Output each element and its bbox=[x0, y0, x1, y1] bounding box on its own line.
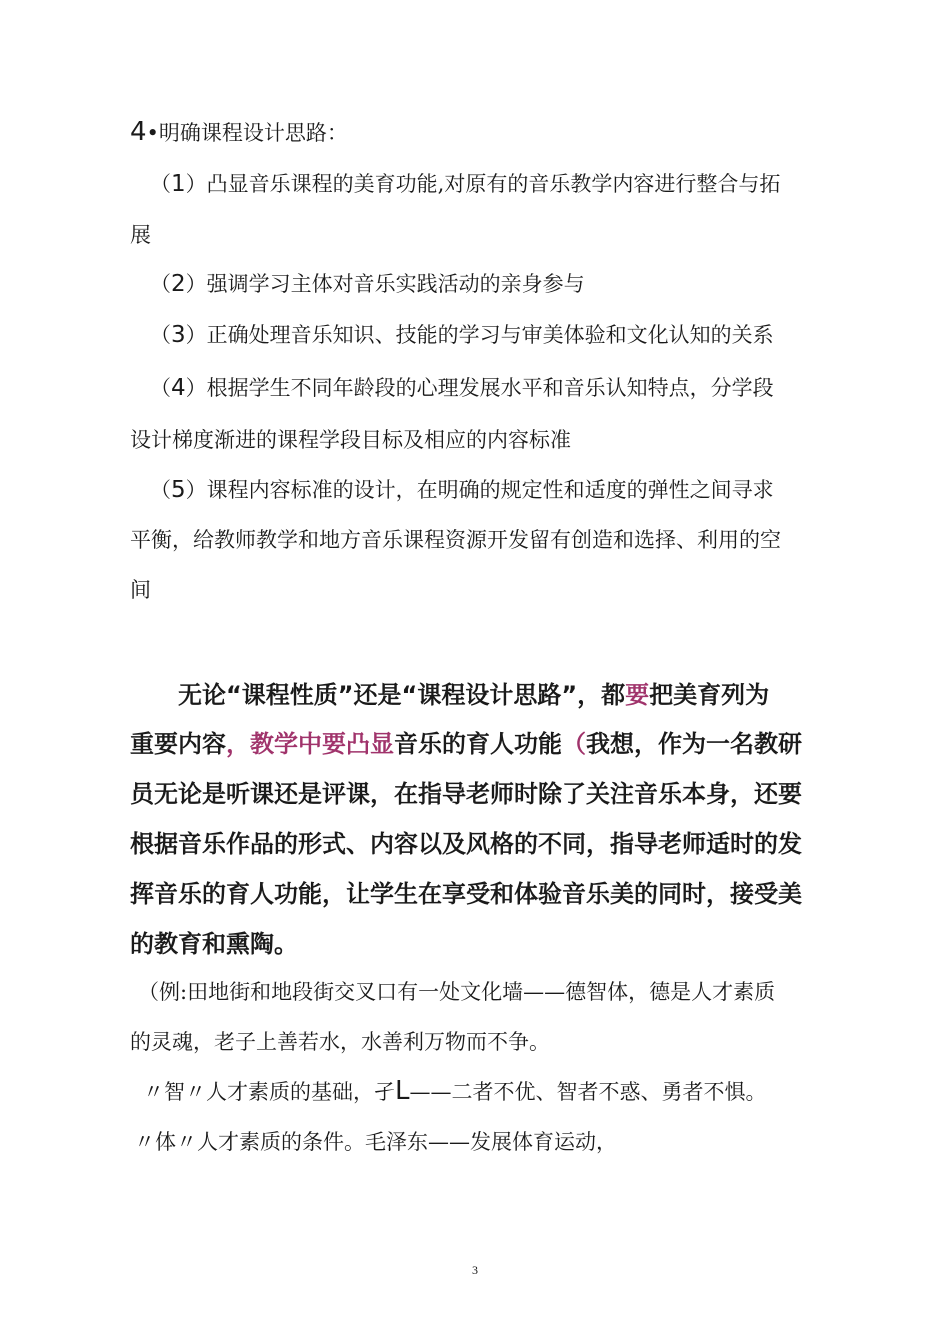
bold-paragraph-line: 重要内容，教学中要凸显音乐的育人功能（我想，作为一名教研 bbox=[130, 730, 802, 758]
example-line: 的灵魂，老子上善若水，水善利万物而不争。 bbox=[130, 1030, 550, 1054]
list-item: （4）根据学生不同年龄段的心理发展水平和音乐认知特点，分学段 bbox=[150, 375, 774, 401]
heading-text: •明确课程设计思路： bbox=[146, 121, 348, 145]
list-item-continuation: 平衡，给教师教学和地方音乐课程资源开发留有创造和选择、利用的空 bbox=[130, 528, 781, 552]
list-item-continuation: 间 bbox=[130, 578, 151, 602]
bold-paragraph-line: 根据音乐作品的形式、内容以及风格的不同，指导老师适时的发 bbox=[130, 830, 802, 858]
list-item: （1）凸显音乐课程的美育功能,对原有的音乐教学内容进行整合与拓 bbox=[150, 171, 781, 197]
list-item-continuation: 设计梯度渐进的课程学段目标及相应的内容标准 bbox=[130, 428, 571, 452]
list-item: （3）正确处理音乐知识、技能的学习与审美体验和文化认知的关系 bbox=[150, 322, 774, 348]
section-heading bbox=[130, 117, 348, 147]
heading-number: 4 bbox=[130, 117, 147, 147]
bold-paragraph-line: 挥音乐的育人功能，让学生在享受和体验音乐美的同时，接受美 bbox=[130, 880, 802, 908]
example-line: 〃体〃人才素质的条件。毛泽东——发展体育运动， bbox=[134, 1130, 617, 1154]
list-item: （2）强调学习主体对音乐实践活动的亲身参与 bbox=[150, 271, 585, 297]
bold-paragraph-line: 员无论是听课还是评课，在指导老师时除了关注音乐本身，还要 bbox=[130, 780, 802, 808]
list-item-continuation: 展 bbox=[130, 223, 151, 247]
example-line: （例:田地街和地段街交叉口有一处文化墙——德智体，德是人才素质 bbox=[138, 980, 776, 1004]
page-number: 3 bbox=[472, 1263, 478, 1277]
bold-paragraph-line: 的教育和熏陶。 bbox=[130, 930, 298, 958]
example-line: 〃智〃人才素质的基础，孑L——二者不优、智者不惑、勇者不惧。 bbox=[143, 1076, 767, 1106]
bold-paragraph-line: 无论“课程性质”还是“课程设计思路”，都要把美育列为 bbox=[178, 681, 770, 709]
list-item: （5）课程内容标准的设计，在明确的规定性和适度的弹性之间寻求 bbox=[150, 477, 774, 503]
